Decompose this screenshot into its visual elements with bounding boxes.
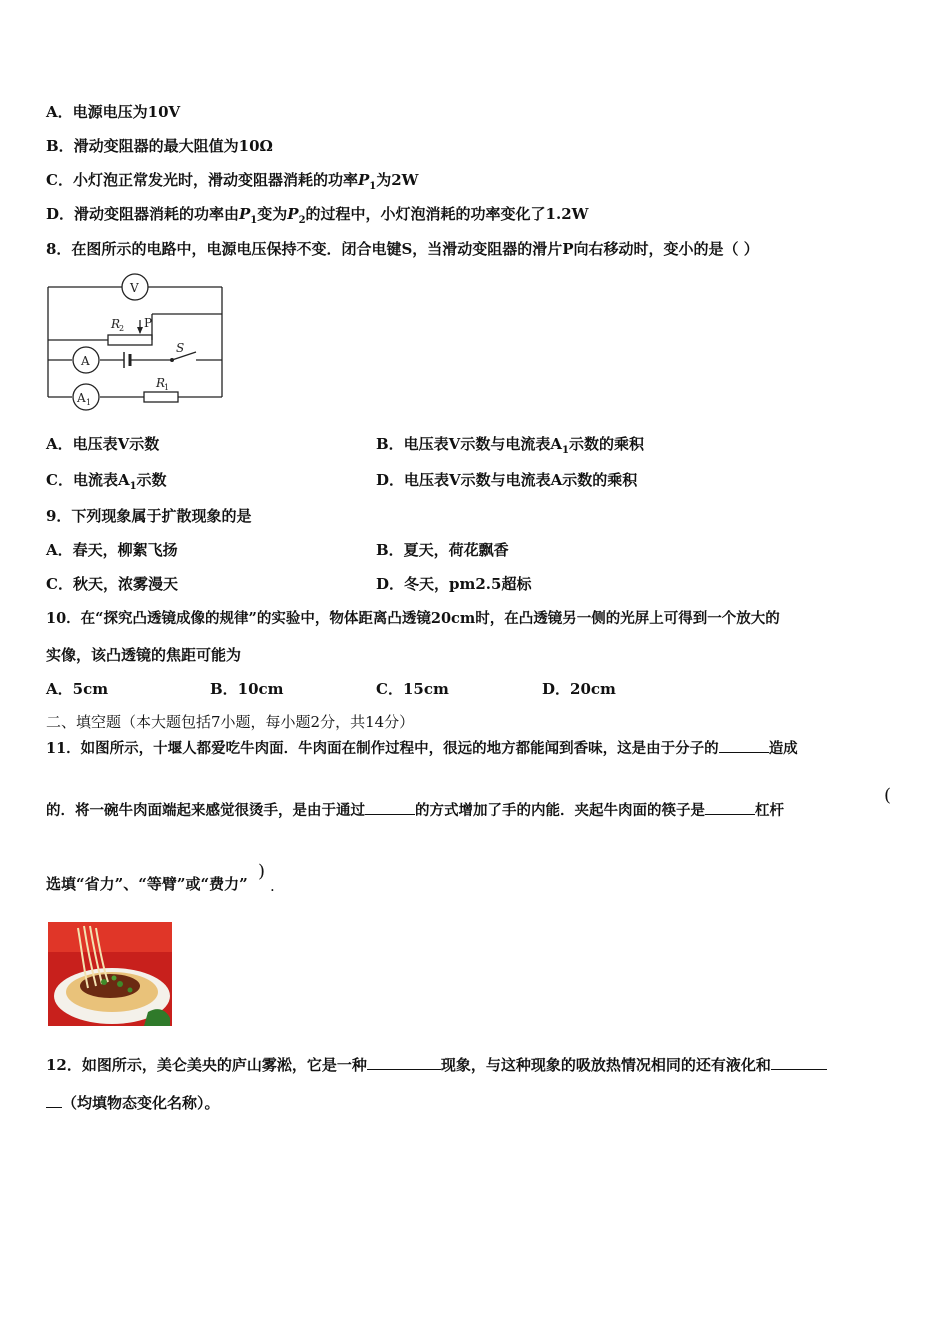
q11-line2: 的．将一碗牛肉面端起来感觉很烫手，是由于通过 的方式增加了手的内能．夹起牛肉面的筷子是 杠杆 (46, 802, 784, 819)
ammeter1-label: A (77, 391, 86, 405)
q8-option-a: A．电压表V示数 (46, 435, 160, 453)
q12-blank-2b[interactable] (46, 1093, 62, 1108)
q12-blank-2a[interactable] (771, 1055, 827, 1070)
q7-option-d: D．滑动变阻器消耗的功率由$P_1$变为$P_2$的过程中，小灯泡消耗的功率变化了1.2W (46, 205, 589, 226)
q11-blank-3[interactable] (705, 800, 755, 815)
q12-blank-1[interactable] (367, 1055, 441, 1070)
circuit-diagram (44, 272, 229, 417)
ammeter-label: A (81, 354, 90, 368)
voltmeter-label: V (130, 281, 139, 295)
q11-paren-close: ) (258, 861, 266, 882)
q8-option-d: D．电压表V示数与电流表A示数的乘积 (376, 471, 638, 489)
q12-line1: 12．如图所示，美仑美央的庐山雾淞，它是一种 现象，与这种现象的吸放热情况相同的还有液化和 (46, 1055, 827, 1075)
q9-option-d: D．冬天，pm2.5超标 (376, 575, 532, 593)
beef-noodle-photo (48, 922, 172, 1026)
switch-label: S (176, 341, 185, 355)
q10-option-b: B．10cm (210, 680, 284, 698)
q11-blank-1[interactable] (719, 738, 769, 753)
q11-paren-open: ( (884, 785, 892, 806)
q9-stem: 9．下列现象属于扩散现象的是 (46, 507, 252, 525)
q10-option-d: D．20cm (542, 680, 616, 698)
q8-option-c: C．电流表$A_1$示数 (46, 471, 167, 492)
q10-stem-line1: 10．在“探究凸透镜成像的规律”的实验中，物体距离凸透镜20cm时，在凸透镜另一侧的光屏上可得到一个放大的 (46, 610, 780, 627)
ammeter1-sub: 1 (86, 398, 92, 407)
r2-label: R (111, 317, 121, 331)
q10-option-a: A．5cm (46, 680, 109, 698)
r2-sub: 2 (119, 324, 125, 333)
q11-line3: 选填“省力”、“等臂”或“费力” (46, 875, 248, 893)
q8-stem: 8．在图所示的电路中，电源电压保持不变．闭合电键S，当滑动变阻器的滑片P向右移动时，变小的是（ ） (46, 240, 759, 258)
slider-arrow (137, 327, 143, 334)
q12-line2: （均填物态变化名称）。 (46, 1093, 220, 1113)
q7-option-b: B．滑动变阻器的最大阻值为10Ω (46, 137, 273, 155)
q8-option-b: B．电压表V示数与电流表$A_1$示数的乘积 (376, 435, 644, 456)
q7-option-a: A．电源电压为10V (46, 103, 181, 121)
r1-sub: 1 (164, 383, 170, 392)
q10-stem-line2: 实像，该凸透镜的焦距可能为 (46, 646, 242, 664)
slider-label: P (144, 316, 153, 330)
r1-label: R (156, 376, 166, 390)
q7-option-c: C．小灯泡正常发光时，滑动变阻器消耗的功率$P_1$为2W (46, 171, 419, 192)
section-2-heading: 二、填空题（本大题包括7小题，每小题2分，共14分） (46, 713, 415, 731)
q9-option-a: A．春天，柳絮飞扬 (46, 541, 178, 559)
q9-option-c: C．秋天，浓雾漫天 (46, 575, 178, 593)
q9-option-b: B．夏天，荷花飘香 (376, 541, 509, 559)
q11-blank-2[interactable] (365, 800, 415, 815)
q11-line1: 11．如图所示，十堰人都爱吃牛肉面．牛肉面在制作过程中，很远的地方都能闻到香味，这是由于分子的 造成 (46, 740, 798, 757)
q11-period: . (270, 877, 275, 895)
q10-option-c: C．15cm (376, 680, 449, 698)
